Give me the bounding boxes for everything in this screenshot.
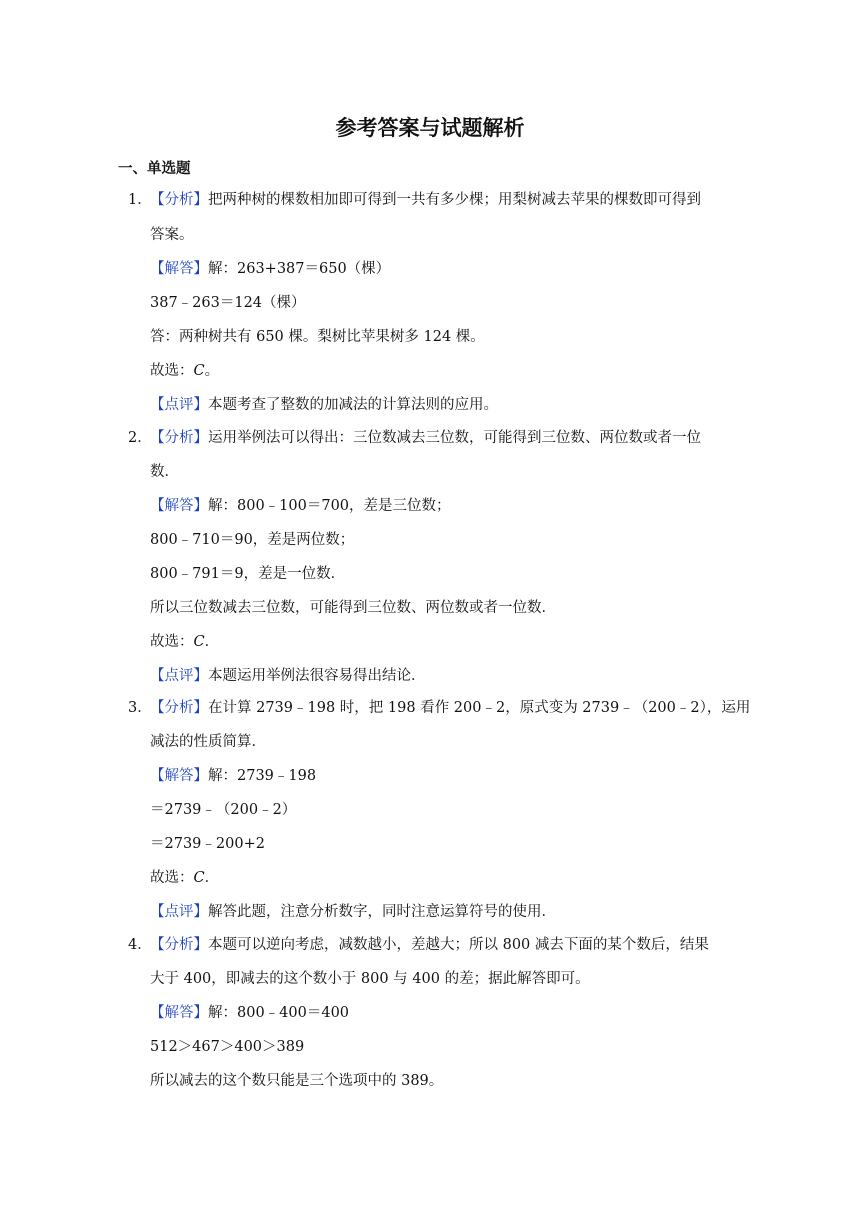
answer-step: 387﹣263＝124（棵） <box>150 295 306 311</box>
answer-step: 答：两种树共有 650 棵。梨树比苹果树多 124 棵。 <box>150 329 485 345</box>
analysis-line <box>150 428 701 448</box>
choice-suffix: 。 <box>204 363 220 379</box>
analysis-tag: 【分析】 <box>150 192 208 208</box>
analysis-line <box>150 935 709 955</box>
choice-letter: C <box>193 363 205 379</box>
answer-line <box>150 496 451 516</box>
answer-text: 解：2739﹣198 <box>208 768 317 784</box>
answer-step: ＝2739﹣（200﹣2） <box>150 802 297 818</box>
answer-line <box>150 259 390 279</box>
answer-step: 所以减去的这个数只能是三个选项中的 389。 <box>150 1073 444 1089</box>
choice-letter: C <box>193 870 205 886</box>
question-number: 1． <box>128 192 152 208</box>
answer-tag: 【解答】 <box>150 1005 208 1021</box>
analysis-line <box>150 698 750 718</box>
choice-prefix: 故选： <box>150 870 194 886</box>
answer-tag: 【解答】 <box>150 261 208 277</box>
analysis-continuation: 数． <box>150 464 179 480</box>
choice-line <box>150 632 219 652</box>
comment-tag: 【点评】 <box>150 904 208 920</box>
comment-line <box>150 902 556 922</box>
analysis-text: 在计算 2739﹣198 时，把 198 看作 200﹣2，原式变为 2739﹣（200﹣2），运用 <box>208 700 751 716</box>
answer-step: 所以三位数减去三位数，可能得到三位数、两位数或者一位数． <box>150 600 556 616</box>
analysis-text: 本题可以逆向考虑，减数越小，差越大；所以 800 减去下面的某个数后，结果 <box>208 937 709 953</box>
question-number: 2． <box>128 430 152 446</box>
answer-line <box>150 1003 349 1023</box>
page-title: 参考答案与试题解析 <box>335 116 525 140</box>
analysis-tag: 【分析】 <box>150 937 208 953</box>
answer-step: 800﹣791＝9，差是一位数． <box>150 566 346 582</box>
answer-step: 800﹣710＝90，差是两位数； <box>150 532 355 548</box>
question-number: 3． <box>128 700 152 716</box>
answer-step: 512＞467＞400＞389 <box>150 1039 305 1055</box>
comment-tag: 【点评】 <box>150 397 208 413</box>
choice-suffix: ． <box>204 870 220 886</box>
analysis-text: 把两种树的棵数相加即可得到一共有多少棵；用梨树减去苹果的棵数即可得到 <box>208 192 701 208</box>
question-number: 4． <box>128 937 152 953</box>
answer-tag: 【解答】 <box>150 768 208 784</box>
analysis-tag: 【分析】 <box>150 700 208 716</box>
answer-line <box>150 766 316 786</box>
answer-text: 解：800﹣100＝700，差是三位数； <box>208 498 451 514</box>
choice-prefix: 故选： <box>150 363 194 379</box>
choice-prefix: 故选： <box>150 634 194 650</box>
comment-line <box>150 666 426 686</box>
choice-suffix: ． <box>204 634 220 650</box>
analysis-continuation: 答案。 <box>150 227 194 243</box>
analysis-continuation: 大于 400，即减去的这个数小于 800 与 400 的差；据此解答即可。 <box>150 971 590 987</box>
choice-letter: C <box>193 634 205 650</box>
answer-text: 解：800﹣400＝400 <box>208 1005 350 1021</box>
comment-text: 本题考查了整数的加减法的计算法则的应用。 <box>208 397 498 413</box>
section-heading: 一、单选题 <box>118 161 191 177</box>
answer-tag: 【解答】 <box>150 498 208 514</box>
analysis-continuation: 减法的性质简算． <box>150 734 266 750</box>
comment-text: 解答此题，注意分析数字，同时注意运算符号的使用． <box>208 904 556 920</box>
analysis-tag: 【分析】 <box>150 430 208 446</box>
comment-line <box>150 395 498 415</box>
comment-text: 本题运用举例法很容易得出结论． <box>208 668 426 684</box>
choice-line <box>150 361 219 381</box>
answer-text: 解：263+387＝650（棵） <box>208 261 391 277</box>
comment-tag: 【点评】 <box>150 668 208 684</box>
analysis-line <box>150 190 701 210</box>
choice-line <box>150 868 219 888</box>
answer-step: ＝2739﹣200+2 <box>150 836 265 852</box>
analysis-text: 运用举例法可以得出：三位数减去三位数，可能得到三位数、两位数或者一位 <box>208 430 701 446</box>
